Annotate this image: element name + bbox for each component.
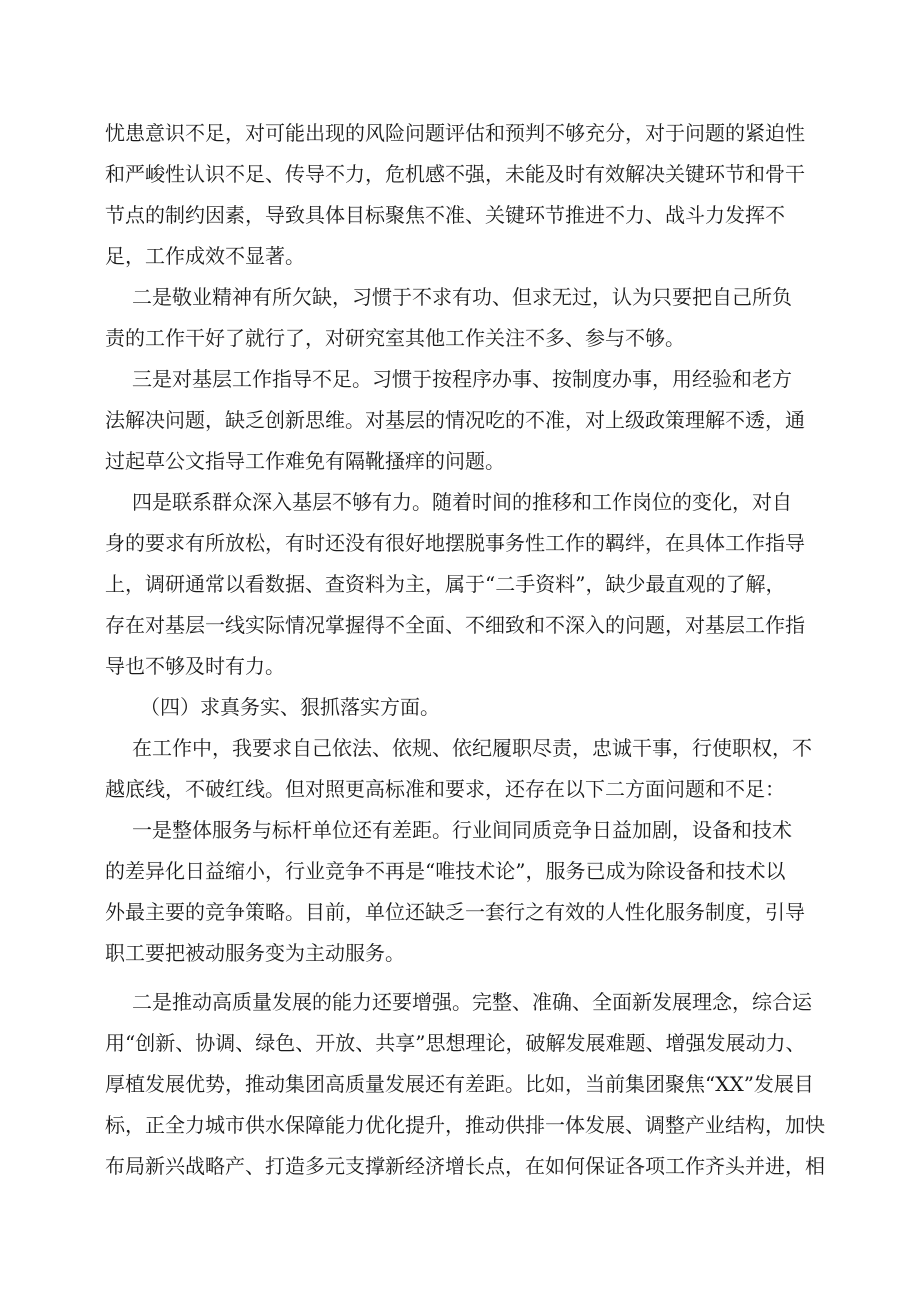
- text-line: 四是联系群众深入基层不够有力。随着时间的推移和工作岗位的变化，对自: [132, 490, 792, 514]
- text-line: 过起草公文指导工作难免有隔靴搔痒的问题。: [105, 449, 505, 473]
- text-line: 和严峻性认识不足、传导不力，危机感不强，未能及时有效解决关键环节和骨干: [105, 162, 805, 186]
- text-line: 外最主要的竞争策略。目前，单位还缺乏一套行之有效的人性化服务制度，引导: [105, 900, 805, 924]
- text-line: 法解决问题，缺乏创新思维。对基层的情况吃的不准，对上级政策理解不透，通: [105, 408, 805, 432]
- text-line: 越底线，不破红线。但对照更高标准和要求，还存在以下二方面问题和不足：: [105, 777, 785, 801]
- text-line: 导也不够及时有力。: [105, 654, 285, 678]
- text-line: 在工作中，我要求自己依法、依规、依纪履职尽责，忠诚干事，行使职权，不: [132, 736, 812, 760]
- text-line: 上，调研通常以看数据、查资料为主，属于“二手资料”，缺少最直观的了解，: [105, 572, 786, 596]
- text-line: 存在对基层一线实际情况掌握得不全面、不细致和不深入的问题，对基层工作指: [105, 613, 805, 637]
- text-line: 节点的制约因素，导致具体目标聚焦不准、关键环节推进不力、战斗力发挥不: [105, 203, 785, 227]
- text-line: 用“创新、协调、绿色、开放、共享”思想理论，破解发展难题、增强发展动力、: [105, 1031, 806, 1055]
- text-line: 的差异化日益缩小，行业竞争不再是“唯技术论”，服务已成为除设备和技术以: [105, 859, 786, 883]
- text-line: 忧患意识不足，对可能出现的风险问题评估和预判不够充分，对于问题的紧迫性: [105, 121, 805, 145]
- text-line: 一是整体服务与标杆单位还有差距。行业间同质竞争日益加剧，设备和技术: [132, 818, 792, 842]
- text-line: 二是敬业精神有所欠缺，习惯于不求有功、但求无过，认为只要把自己所负: [132, 285, 792, 309]
- text-line: 布局新兴战略产、打造多元支撑新经济增长点，在如何保证各项工作齐头并进，相: [105, 1154, 825, 1178]
- text-line: 二是推动高质量发展的能力还要增强。完整、准确、全面新发展理念，综合运: [132, 990, 812, 1014]
- text-line: 身的要求有所放松，有时还没有很好地摆脱事务性工作的羁绊，在具体工作指导: [105, 531, 805, 555]
- text-line: 标，正全力城市供水保障能力优化提升，推动供排一体发展、调整产业结构，加快: [105, 1113, 825, 1137]
- text-line: 职工要把被动服务变为主动服务。: [105, 941, 405, 965]
- text-line: 足，工作成效不显著。: [105, 244, 305, 268]
- text-line: 责的工作干好了就行了，对研究室其他工作关注不多、参与不够。: [105, 326, 685, 350]
- text-line: 厚植发展优势，推动集团高质量发展还有差距。比如，当前集团聚焦“XX”发展目: [105, 1072, 814, 1096]
- text-line: 三是对基层工作指导不足。习惯于按程序办事、按制度办事，用经验和老方: [132, 367, 792, 391]
- section-heading: （四）求真务实、狠抓落实方面。: [140, 695, 440, 719]
